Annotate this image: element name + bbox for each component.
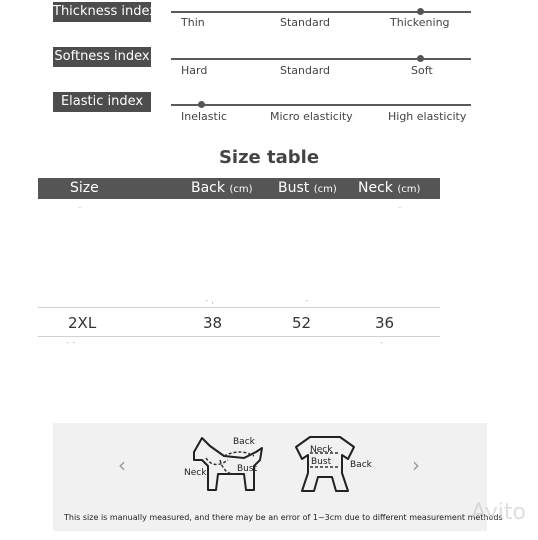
row-size: 2XL — [68, 314, 97, 332]
row-neck: 36 — [375, 314, 395, 332]
chevron-right-icon: › — [412, 453, 420, 477]
garment-label-bust: Bust — [311, 457, 332, 467]
thickness-option-thin: Thin — [181, 16, 205, 29]
elastic-scale-line — [171, 104, 471, 106]
row-fragment: - — [398, 203, 402, 213]
dog-side-view-icon — [184, 430, 274, 500]
thickness-scale-line — [171, 11, 471, 13]
elastic-option-micro: Micro elasticity — [270, 110, 353, 123]
elastic-marker-dot — [198, 101, 205, 108]
elastic-option-high: High elasticity — [388, 110, 467, 123]
header-neck: Neck (cm) — [358, 180, 421, 196]
softness-marker-dot — [417, 55, 424, 62]
thickness-option-thickening: Thickening — [390, 16, 450, 29]
row-fragment: - — [380, 338, 384, 348]
softness-option-soft: Soft — [411, 64, 433, 77]
dog-label-bust: Bust — [237, 464, 258, 474]
row-fragment: - — [305, 296, 309, 306]
measurement-note: This size is manually measured, and there may be an error of 1~3cm due to different measurement methods — [64, 513, 503, 522]
row-back: 38 — [203, 314, 223, 332]
size-table-title: Size table — [218, 147, 320, 168]
thickness-marker-dot — [417, 8, 424, 15]
softness-option-hard: Hard — [181, 64, 208, 77]
row-fragment: - , — [205, 296, 214, 306]
softness-option-standard: Standard — [280, 64, 331, 77]
garment-label-neck: Neck — [310, 445, 333, 455]
header-back: Back (cm) — [191, 180, 253, 196]
thickness-index-label: Thickness index — [53, 2, 151, 22]
row-divider — [38, 307, 440, 308]
elastic-option-inelastic: Inelastic — [181, 110, 227, 123]
row-bust: 52 — [292, 314, 312, 332]
row-fragment: - — [78, 203, 82, 213]
garment-label-back: Back — [350, 460, 372, 470]
row-divider — [38, 336, 440, 337]
header-bust: Bust (cm) — [278, 180, 337, 196]
watermark-logo: Avito — [471, 500, 526, 525]
size-table-header — [38, 178, 440, 199]
elastic-index-label: Elastic index — [53, 92, 151, 112]
softness-scale-line — [171, 58, 471, 60]
row-fragment: - - — [66, 338, 76, 348]
dog-label-neck: Neck — [184, 468, 207, 478]
dog-label-back: Back — [233, 437, 255, 447]
chevron-left-icon: ‹ — [118, 453, 126, 477]
softness-index-label: Softness index — [53, 47, 151, 67]
thickness-option-standard: Standard — [280, 16, 331, 29]
header-size: Size — [70, 180, 99, 196]
